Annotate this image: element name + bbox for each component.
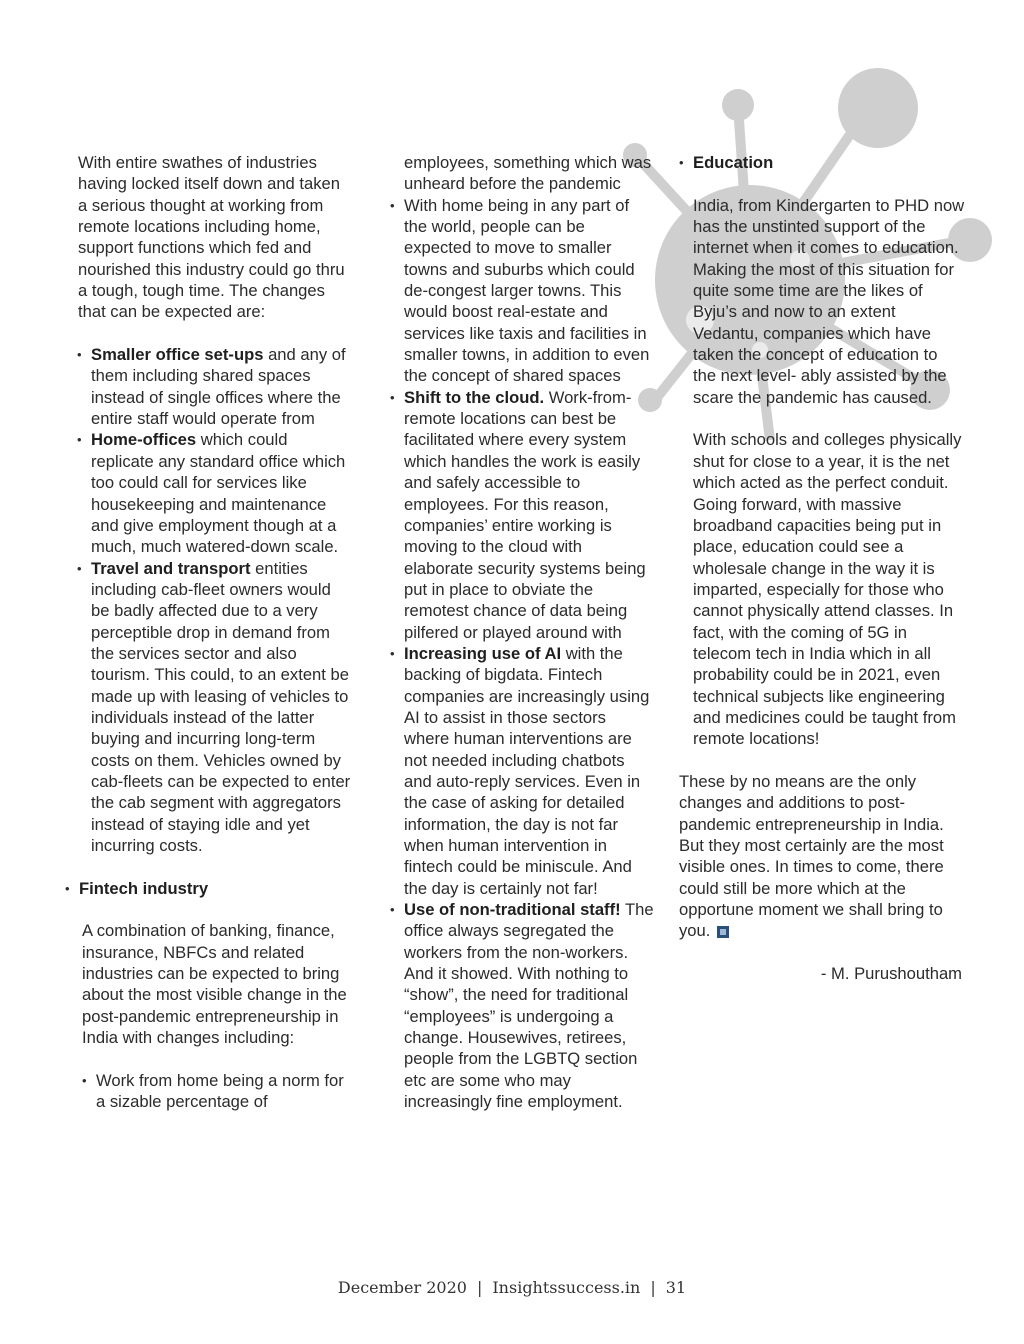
author-signature: - M. Purushoutham (820, 964, 962, 984)
fintech-list (96, 1070, 353, 1113)
education-paragraph-2: With schools and colleges physically shut for close to a year, it is the net which acted as the perfect conduit. Going forward, with massive broadband capacities being put in place, education could see a wholesale change in the way it is imparted, especially for those who cannot physically attend classes. In fact, with the coming of 5G in telecom tech in India which in all probability could be in 2021, even technical subjects like engineering and medicines could be taught from remote locations! (693, 430, 962, 749)
list-item-work-from-home: • Work from home being a norm for a sizable percentage of (96, 1070, 353, 1113)
fintech-intro: A combination of banking, finance, insurance, NBFCs and related industries can be expected to bring about the most visible change in the post-pandemic entrepreneurship in India with changes including: (82, 921, 347, 1048)
fintech-changes-list (404, 195, 654, 1113)
list-item-home-offices: • Home-offices which could replicate any standard office which too could call for services like housekeeping and maintenance and give employment though at a much, much watered-down scale. (91, 429, 353, 557)
end-mark-icon (717, 926, 729, 938)
education-heading-list (693, 152, 965, 173)
list-item-smaller-office: • Smaller office set-ups and any of them including shared spaces instead of single offices where the entire staff would operate from (91, 344, 353, 429)
column-left (78, 152, 353, 1112)
changes-list (91, 344, 353, 856)
fintech-heading-list (79, 878, 353, 899)
list-item-travel: • Travel and transport entities including cab-fleet owners would be badly affected due to a very perceptible drop in demand from the services sector and also tourism. This could, to an extent be made up with leasing of vehicles to individuals instead of the latter buying and incurring long-term costs on them. Vehicles owned by cab-fleets can be expected to enter the cab segment with aggregators instead of staying idle and yet incurring costs. (91, 558, 353, 857)
intro-paragraph: With entire swathes of industries having locked itself down and taken a serious thought at working from remote locations including home, support functions which fed and nourished this industry could go thru a tough, tough time. The changes that can be expected are: (78, 153, 345, 322)
continued-text: employees, something which was unheard before the pandemic (404, 153, 652, 194)
footer-site: Insightssuccess.in (492, 1278, 641, 1297)
page-number: 31 (665, 1278, 687, 1297)
fintech-heading: • Fintech industry (79, 878, 353, 899)
list-item-home-anywhere: • With home being in any part of the world, people can be expected to move to smaller towns and suburbs which could de-congest larger towns. This would boost real-estate and services like taxis and facilities in smaller towns, in addition to even the concept of shared spaces (404, 195, 654, 387)
list-item-non-traditional-staff: • Use of non-traditional staff! The office always segregated the workers from the non-workers. And it showed. With nothing to “show”, the need for traditional “employees” is undergoing a change. Housewives, retirees, people from the LGBTQ section etc are some who may increasingly fine employment. (404, 899, 654, 1112)
list-item-ai: • Increasing use of AI with the backing of bigdata. Fintech companies are increasingly using AI to assist in those sectors where human interventions are not needed including chatbots and auto-reply services. Even in the case of asking for detailed information, the day is not far when human intervention in fintech could be miniscule. And the day is certainly not far! (404, 643, 654, 899)
column-right (679, 152, 965, 984)
list-item-cloud: • Shift to the cloud. Work-from-remote locations can best be facilitated where every system which handles the work is easily and safely accessible to employees. For this reason, companies’ entire working is moving to the cloud with elaborate security systems being put in place to obviate the remotest chance of data being pilfered or played around with (404, 387, 654, 643)
closing-paragraph: These by no means are the only changes and additions to post-pandemic entrepreneurship in India. But they most certainly are the most visible ones. In times to come, there could still be more which at the opportune moment we shall bring to you. (679, 771, 944, 941)
education-paragraph-1: India, from Kindergarten to PHD now has the unstinted support of the internet when it comes to education. Making the most of this situation for quite some time are the likes of Byju’s and now to an extent Vedantu, companies which have taken the concept of education to the next level- ably assisted by the scare the pandemic has caused. (693, 195, 965, 407)
footer-date: December 2020 (337, 1278, 467, 1297)
page-footer: December 2020 | Insightssuccess.in | 31 (337, 1278, 687, 1297)
column-middle (404, 152, 654, 1112)
education-heading: • Education (693, 152, 965, 173)
